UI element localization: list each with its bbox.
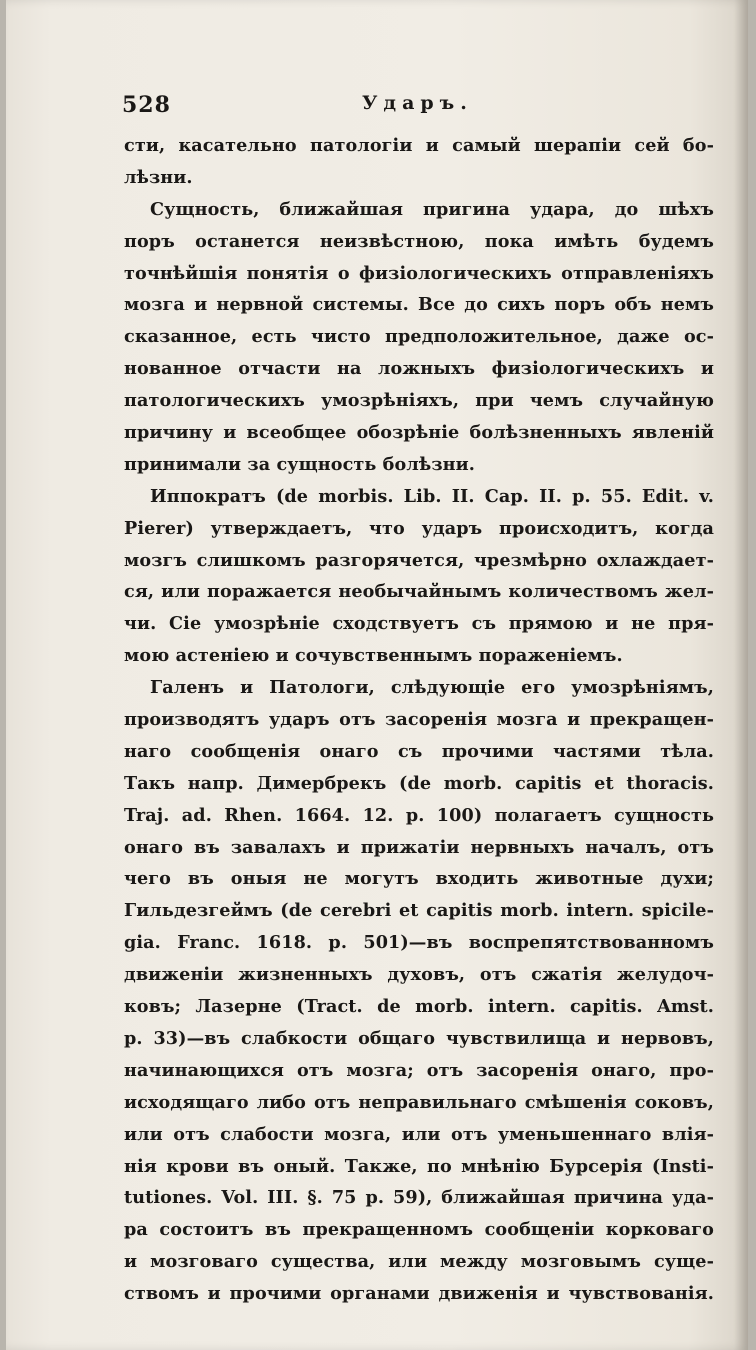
text-line: исходящаго либо отъ неправильнаго смѣшенія соковъ, [124,1091,714,1113]
text-line: tutiones. Vol. III. §. 75 p. 59), ближайшая причина уда- [124,1187,714,1209]
text-line: мозгъ слишкомъ разгорячется, чрезмѣрно охлаждает- [124,549,714,571]
text-line: принимали за сущность болѣзни. [124,453,476,475]
text-line: ковъ; Лазерне (Tract. de morb. intern. capitis. Amst. [124,996,714,1018]
text-line: производятъ ударъ отъ засоренія мозга и прекращен- [124,709,714,731]
text-line: или отъ слабости мозга, или отъ уменьшеннаго влія- [124,1123,714,1145]
text-line: сказанное, есть чисто предположительное, даже ос- [124,326,714,348]
text-line: Traj. ad. Rhen. 1664. 12. p. 100) полагаетъ сущность [124,804,714,826]
text-line: онаго въ завалахъ и прижатіи нервныхъ началъ, отъ [124,836,714,858]
text-line: сти, касательно патологіи и самый шерапіи сей бо- [124,135,714,156]
text-line: чи. Сіе умозрѣніе сходствуетъ съ прямою и не пря- [124,613,714,635]
text-line: нованное отчасти на ложныхъ физіологическихъ и [124,358,714,380]
text-line: наго сообщенія онаго съ прочими частями тѣла. [124,740,714,762]
text-line: точнѣйшія понятія о физіологическихъ отправленіяхъ [124,262,714,284]
text-line: Такъ напр. Димербрекъ (de morb. capitis et thoracis. [124,772,714,794]
running-title: Ударъ. [362,92,473,114]
page-spine-shadow [734,0,748,1350]
text-line: чего въ оныя не могутъ входить животные духи; [124,868,714,890]
text-line: и мозговаго существа, или между мозговымъ суще- [124,1251,714,1273]
text-line: ра состоитъ въ прекращенномъ сообщеніи корковаго [124,1219,714,1241]
text-line: поръ останется неизвѣстною, пока имѣть будемъ [124,230,714,252]
text-line: Pierer) утверждаетъ, что ударъ происходитъ, когда [124,517,714,539]
text-line: начинающихся отъ мозга; отъ засоренія онаго, про- [124,1059,714,1081]
text-line: ствомъ и прочими органами движенія и чувствованія. [124,1283,714,1305]
page-number: 528 [122,92,171,118]
body-text [124,130,714,1310]
text-line: мою астеніею и сочувственнымъ пораженіемъ. [124,645,623,667]
text-line: движеніи жизненныхъ духовъ, отъ сжатія желудоч- [124,964,714,986]
text-line: нія крови въ оный. Также, по мнѣнію Бурсерія (Insti- [124,1155,714,1177]
text-line: патологическихъ умозрѣніяхъ, при чемъ случайную [124,390,714,412]
text-line: Сущность, ближайшая пригина удара, до шѣхъ [150,198,714,220]
book-page [6,0,748,1350]
text-line: мозга и нервной системы. Все до сихъ поръ объ немъ [124,294,714,316]
text-line: Галенъ и Патологи, слѣдующіе его умозрѣніямъ, [150,677,714,699]
running-head [122,92,714,124]
text-line: gia. Franc. 1618. p. 501)—въ воспрепятствованномъ [124,932,714,954]
text-line: Иппократъ (de morbis. Lib. II. Cap. II. p. 55. Edit. v. [150,485,714,507]
text-line: причину и всеобщее обозрѣніе болѣзненныхъ явленій [124,422,714,444]
text-line: p. 33)—въ слабкости общаго чувствилища и нервовъ, [124,1027,714,1049]
text-line: лѣзни. [124,166,193,188]
text-line: ся, или поражается необычайнымъ количествомъ жел- [124,581,714,603]
text-line: Гильдезгеймъ (de cerebri et capitis morb. intern. spicile- [124,900,714,922]
